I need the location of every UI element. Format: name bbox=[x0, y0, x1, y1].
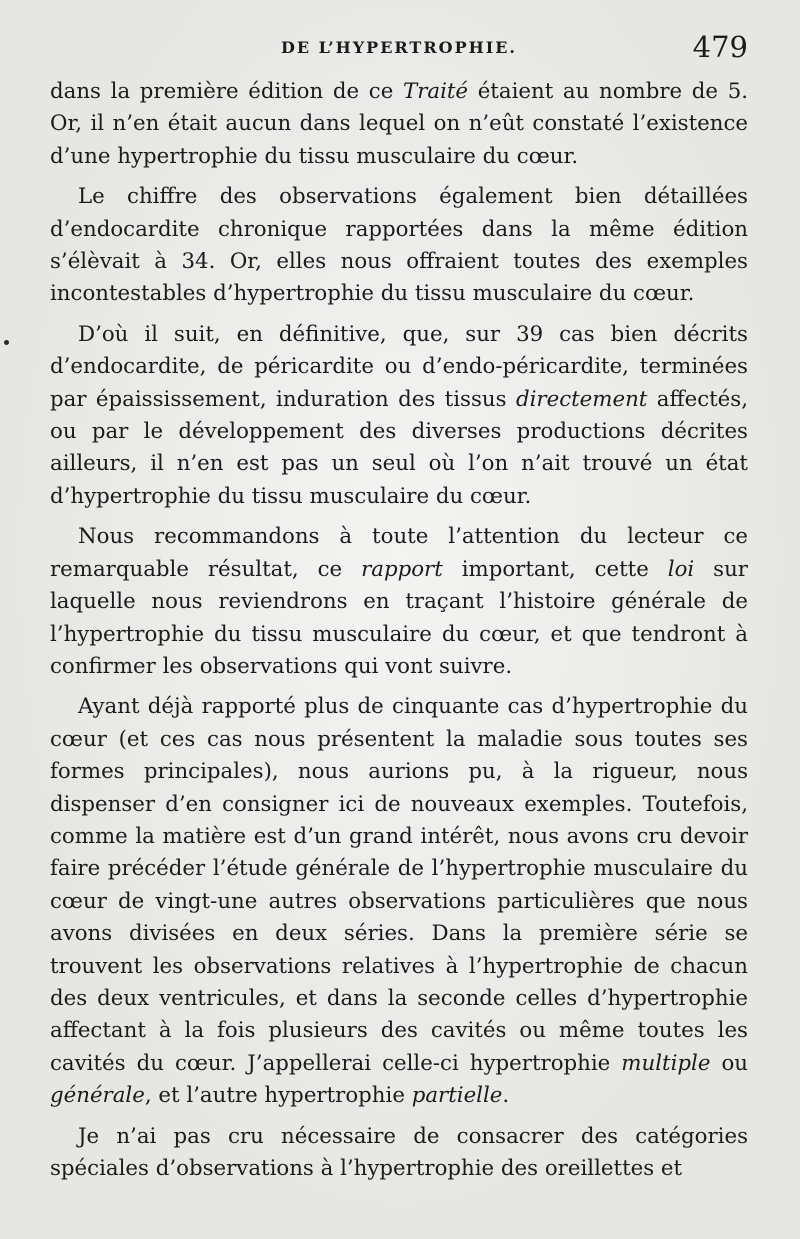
text-run: étaient au nombre de 5. Or, il n’en était aucun dans lequel on n’eût constaté l’existence d’une hypertrophie du tissu musculaire du cœur. bbox=[50, 79, 749, 169]
paragraph bbox=[50, 319, 748, 513]
italic-run: loi bbox=[667, 556, 695, 582]
paragraph bbox=[50, 521, 748, 683]
body-text bbox=[50, 76, 748, 1185]
text-run: Nous recommandons à toute l’attention du lecteur ce remarquable résultat, ce bbox=[50, 524, 748, 582]
text-run: Je n’ai pas cru nécessaire de consacrer des catégories spéciales d’observations à l’hypertrophie des oreillettes et bbox=[50, 1123, 748, 1181]
margin-dot bbox=[4, 340, 9, 345]
text-run: important, cette bbox=[442, 556, 668, 582]
italic-run: générale bbox=[50, 1083, 145, 1109]
text-run: Ayant déjà rapporté plus de cinquante cas d’hypertrophie du cœur (et ces cas nous présentent la maladie sous toutes ses formes principales), nous aurions pu, à la rigueur, nous dispenser d’en consigner ici de nouveaux exemples. Toutefois, comme la matière est d’un grand intérêt, nous avons cru devoir faire précéder l’étude générale de l’hypertrophie musculaire du cœur de vingt-une autres observations particulières que nous avons divisées en deux séries. Dans la première série se trouvent les observations relatives à l’hypertrophie de chacun des deux ventricules, et dans la seconde celles d’hypertrophie affectant à la fois plusieurs des cavités ou même toutes les cavités du cœur. J’appellerai celle-ci hypertrophie bbox=[50, 694, 748, 1076]
text-run: Le chiffre des observations également bien détaillées d’endocardite chronique rapportées dans la même édition s’élèvait à 34. Or, elles nous offraient toutes des exemples incontestables d’hypertrophie du tissu musculaire du cœur. bbox=[50, 184, 748, 307]
italic-run: Traité bbox=[402, 79, 469, 104]
italic-run: directement bbox=[515, 386, 648, 412]
running-head bbox=[50, 30, 748, 76]
italic-run: partielle bbox=[411, 1083, 503, 1109]
text-run: . bbox=[502, 1083, 510, 1109]
text-run: ou bbox=[710, 1050, 748, 1076]
text-run: sur laquelle nous reviendrons en traçant l’histoire générale de l’hypertrophie du tissu musculaire du cœur, et que tendront à confirmer les observations qui vont suivre. bbox=[50, 556, 748, 679]
paragraph bbox=[50, 1121, 748, 1186]
text-run: affectés, ou par le développement des diverses productions décrites ailleurs, il n’en est pas un seul où l’on n’ait trouvé un état d’hypertrophie du tissu musculaire du cœur. bbox=[50, 386, 748, 509]
page-number: 479 bbox=[692, 30, 748, 64]
paragraph bbox=[50, 181, 748, 311]
running-title: DE L’HYPERTROPHIE. bbox=[281, 38, 517, 57]
italic-run: rapport bbox=[361, 556, 443, 582]
text-run: D’où il suit, en définitive, que, sur 39 cas bien décrits d’endocardite, de péricardite ou d’endo-péricardite, terminées par épaississement, induration des tissus bbox=[50, 321, 748, 412]
text-run: dans la première édition de ce bbox=[50, 79, 403, 104]
paragraph bbox=[50, 691, 748, 1112]
paragraph bbox=[50, 76, 748, 173]
italic-run: multiple bbox=[621, 1050, 711, 1076]
text-run: , et l’autre hypertrophie bbox=[144, 1083, 412, 1109]
